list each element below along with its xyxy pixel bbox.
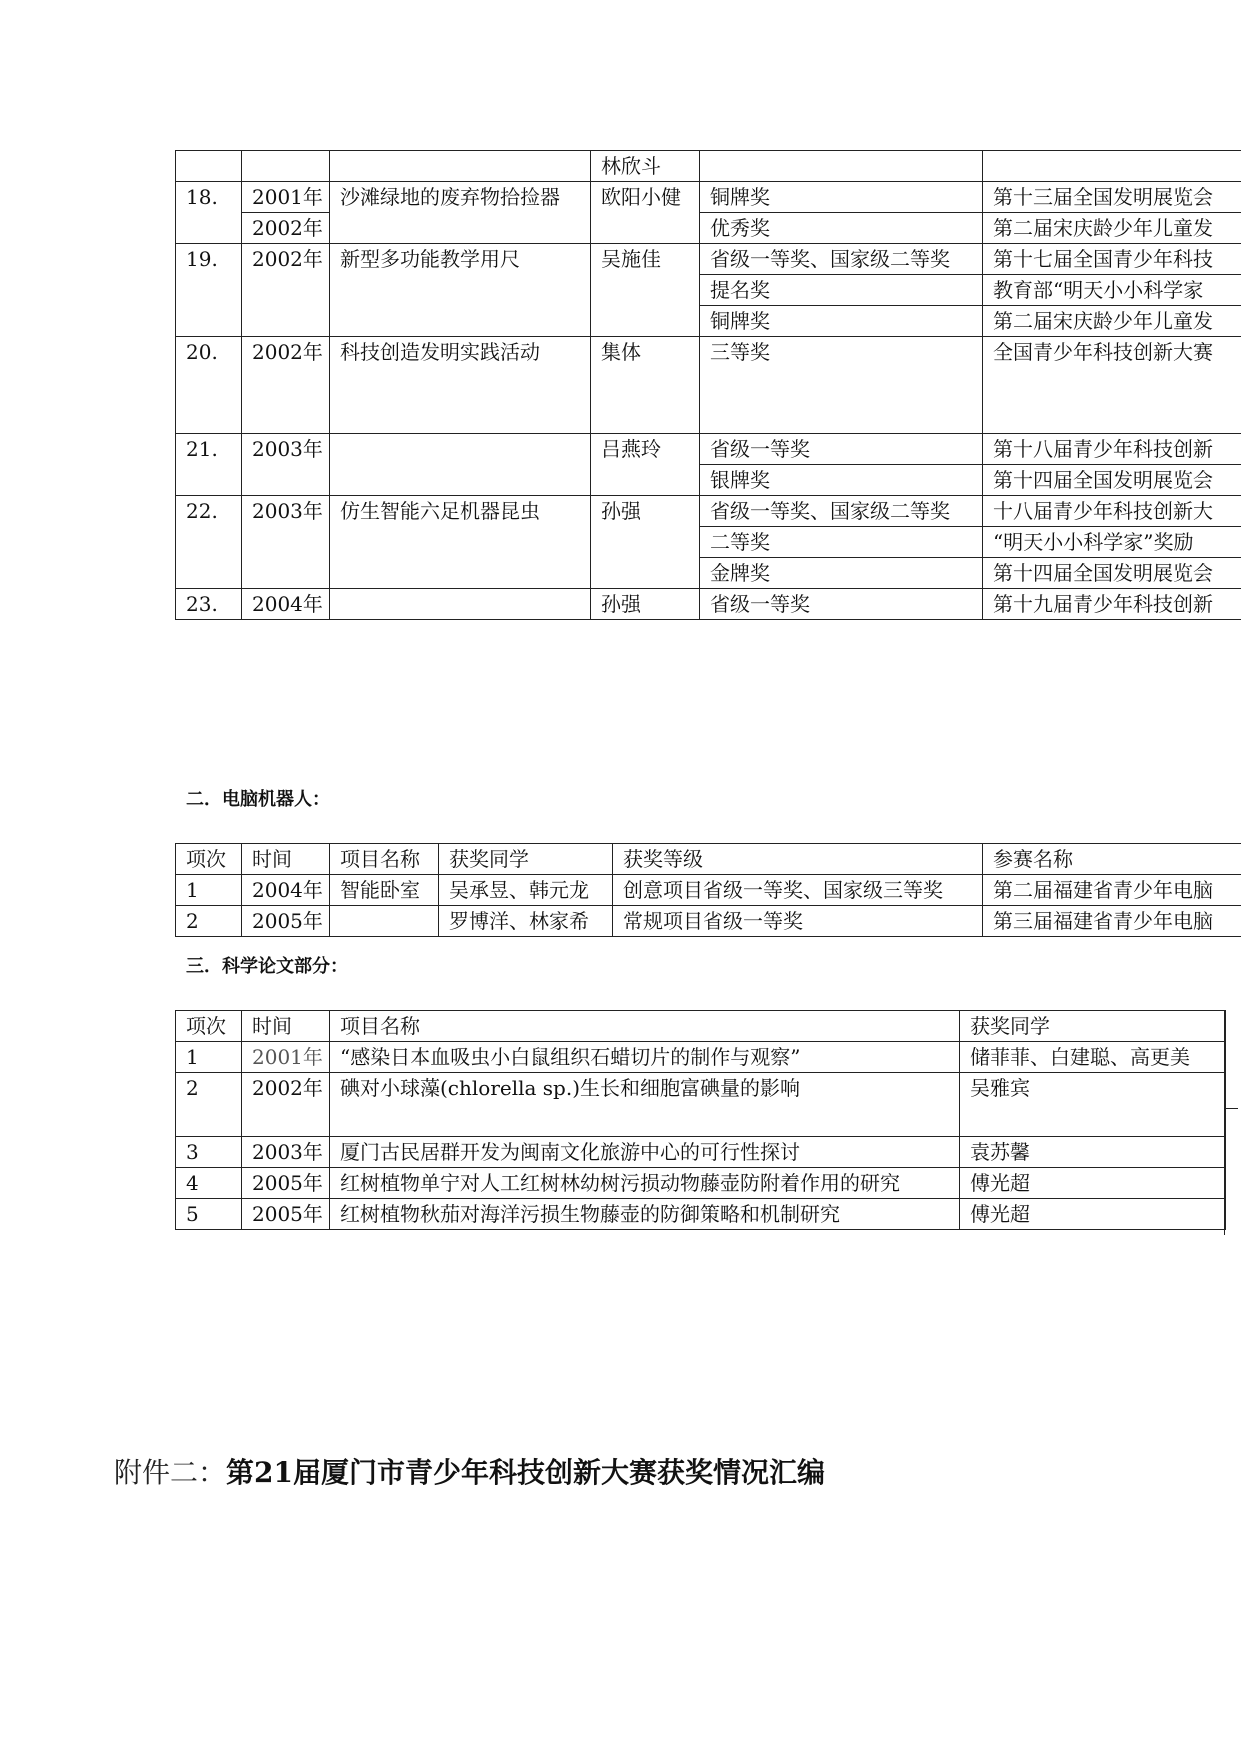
award-cell: 提名奖 [700,275,983,306]
contest-cell: 全国青少年科技创新大赛 [983,337,1241,434]
student-cell: 欧阳小健 [591,182,700,244]
table-row [176,1073,1226,1137]
award-cell: 省级一等奖 [700,434,983,465]
contest-cell: 十八届青少年科技创新大 [983,496,1241,527]
award-cell: 铜牌奖 [700,306,983,337]
year-cell: 2002年 [242,213,330,244]
contest-cell: 第十三届全国发明展览会 [983,182,1241,213]
header-project: 项目名称 [330,844,439,875]
award-cell: 省级一等奖、国家级二等奖 [700,496,983,527]
row-number: 4 [176,1168,242,1199]
appendix-heading: 第21届厦门市青少年科技创新大赛获奖情况汇编 [226,1456,825,1489]
year-cell: 2003年 [242,496,330,589]
table-row [176,1168,1226,1199]
student-cell: 罗博洋、林家希 [439,906,613,937]
award-cell: 铜牌奖 [700,182,983,213]
time-cell: 2005年 [242,1199,330,1230]
contest-cell: 第十八届青少年科技创新 [983,434,1241,465]
awards-table [175,150,1241,620]
row-number: 19. [176,244,242,337]
year-cell: 2004年 [242,589,330,620]
section-heading-papers: 三．科学论文部分： [186,956,348,977]
project-cell: 厦门古民居群开发为闽南文化旅游中心的可行性探讨 [330,1137,960,1168]
award-cell: 省级一等奖 [700,589,983,620]
appendix-title [114,1451,825,1491]
row-number: 5 [176,1199,242,1230]
contest-cell: 第十四届全国发明展览会 [983,558,1241,589]
award-cell: 二等奖 [700,527,983,558]
project-cell: 智能卧室 [330,875,439,906]
project-cell [330,589,591,620]
contest-cell: 第十七届全国青少年科技 [983,244,1241,275]
project-cell [330,434,591,496]
year-cell: 2002年 [242,337,330,434]
table-row [176,1137,1226,1168]
student-cell: 吴承昱、韩元龙 [439,875,613,906]
project-cell: 沙滩绿地的废弃物拾捡器 [330,182,591,244]
header-time: 时间 [242,844,330,875]
year-cell: 2002年 [242,244,330,337]
row-number: 2 [176,906,242,937]
time-cell: 2002年 [242,1073,330,1137]
header-time: 时间 [242,1011,330,1042]
student-cell: 林欣斗 [591,151,700,182]
table-row [176,906,1241,937]
header-student: 获奖同学 [439,844,613,875]
section-heading-robotics: 二．电脑机器人： [186,789,330,810]
project-cell [330,906,439,937]
project-cell: 红树植物单宁对人工红树林幼树污损动物藤壶防附着作用的研究 [330,1168,960,1199]
header-no: 项次 [176,1011,242,1042]
row-number: 2 [176,1073,242,1137]
project-cell: 科技创造发明实践活动 [330,337,591,434]
row-number: 21. [176,434,242,496]
table-edge-line [1224,1010,1225,1235]
student-cell: 孙强 [591,496,700,589]
header-award: 获奖等级 [613,844,983,875]
student-cell: 孙强 [591,589,700,620]
table-row [176,496,1241,527]
table-row [176,875,1241,906]
table-row [176,434,1241,465]
project-cell: 碘对小球藻(chlorella sp.)生长和细胞富碘量的影响 [330,1073,960,1137]
student-cell: 吴雅宾 [960,1073,1226,1137]
student-cell: 吴施佳 [591,244,700,337]
project-cell: “感染日本血吸虫小白鼠组织石蜡切片的制作与观察” [330,1042,960,1073]
student-cell: 吕燕玲 [591,434,700,496]
row-number: 1 [176,1042,242,1073]
table-row [176,589,1241,620]
contest-cell: 第十四届全国发明展览会 [983,465,1241,496]
award-cell: 优秀奖 [700,213,983,244]
table-row [176,244,1241,275]
time-cell: 2001年 [242,1042,330,1073]
table-header-row [176,1011,1226,1042]
table-header-row [176,844,1241,875]
contest-cell: 第二届福建省青少年电脑 [983,875,1241,906]
header-project: 项目名称 [330,1011,960,1042]
row-number: 18. [176,182,242,244]
appendix-prefix: 附件二： [114,1456,227,1489]
table-row [176,151,1241,182]
contest-cell: 第二届宋庆龄少年儿童发 [983,213,1241,244]
award-cell: 三等奖 [700,337,983,434]
table-edge-line [1224,1108,1238,1109]
student-cell: 集体 [591,337,700,434]
award-cell: 省级一等奖、国家级二等奖 [700,244,983,275]
student-cell: 傅光超 [960,1168,1226,1199]
year-cell: 2003年 [242,434,330,496]
time-cell: 2005年 [242,1168,330,1199]
row-number: 3 [176,1137,242,1168]
year-cell: 2001年 [242,182,330,213]
contest-cell: 教育部“明天小小科学家 [983,275,1241,306]
project-cell: 新型多功能教学用尺 [330,244,591,337]
contest-cell: 第二届宋庆龄少年儿童发 [983,306,1241,337]
row-number: 20. [176,337,242,434]
row-number: 23. [176,589,242,620]
award-cell: 金牌奖 [700,558,983,589]
time-cell: 2005年 [242,906,330,937]
row-number: 1 [176,875,242,906]
award-cell: 常规项目省级一等奖 [613,906,983,937]
student-cell: 储菲菲、白建聪、高更美 [960,1042,1226,1073]
table-row [176,337,1241,434]
header-no: 项次 [176,844,242,875]
award-cell: 创意项目省级一等奖、国家级三等奖 [613,875,983,906]
contest-cell: “明天小小科学家”奖励 [983,527,1241,558]
project-cell: 仿生智能六足机器昆虫 [330,496,591,589]
robotics-table [175,843,1241,937]
student-cell: 袁苏馨 [960,1137,1226,1168]
student-cell: 傅光超 [960,1199,1226,1230]
award-cell: 银牌奖 [700,465,983,496]
header-student: 获奖同学 [960,1011,1226,1042]
time-cell: 2003年 [242,1137,330,1168]
table-row [176,182,1241,213]
papers-table [175,1010,1226,1230]
project-cell: 红树植物秋茄对海洋污损生物藤壶的防御策略和机制研究 [330,1199,960,1230]
row-number: 22. [176,496,242,589]
header-contest: 参赛名称 [983,844,1241,875]
time-cell: 2004年 [242,875,330,906]
table-row [176,1042,1226,1073]
table-row [176,1199,1226,1230]
contest-cell: 第三届福建省青少年电脑 [983,906,1241,937]
contest-cell: 第十九届青少年科技创新 [983,589,1241,620]
